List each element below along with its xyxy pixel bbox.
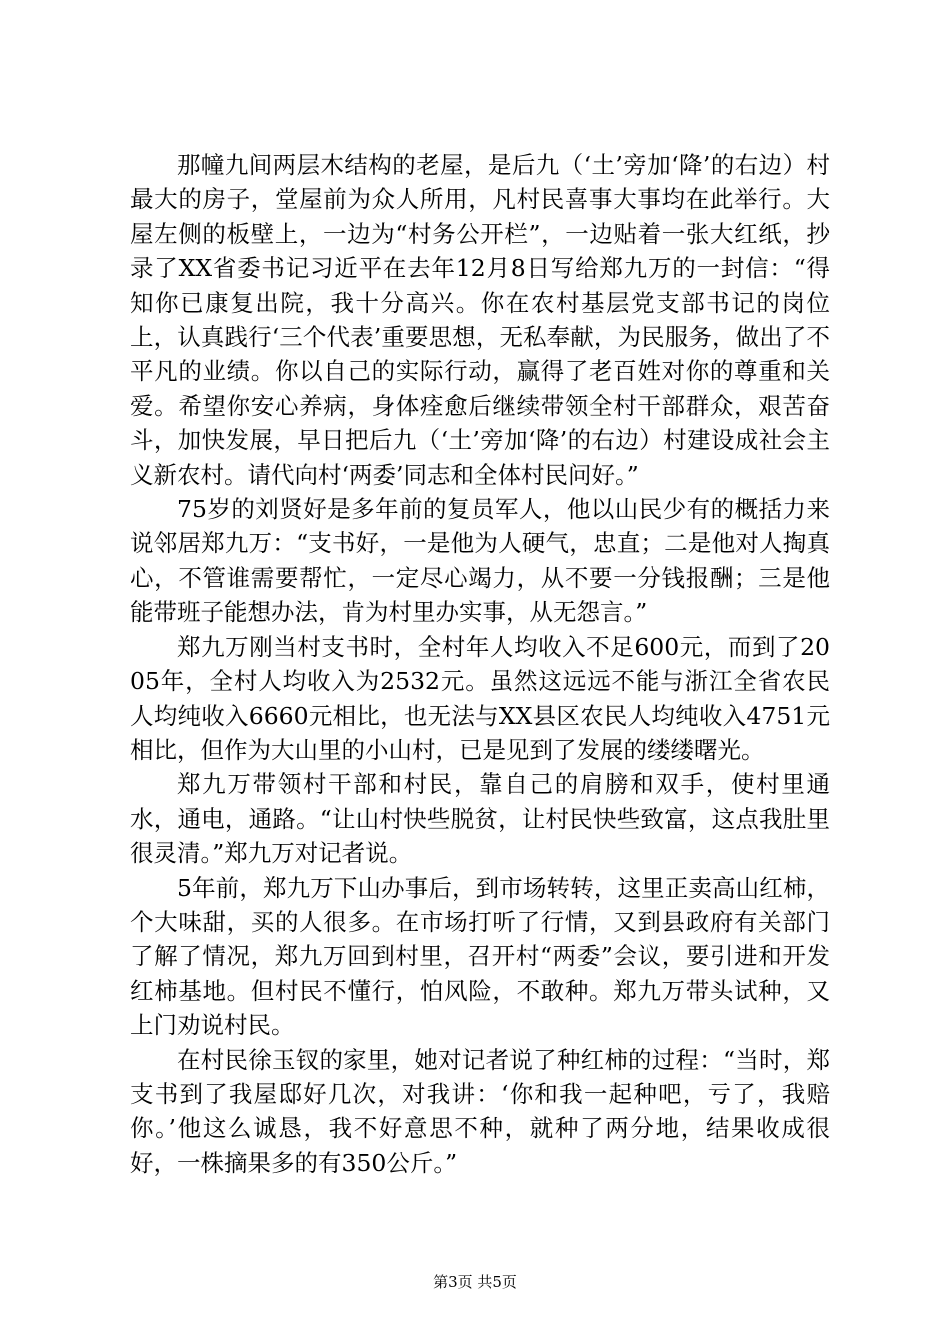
paragraph-old-house: 那幢九间两层木结构的老屋，是后九（‘土’旁加‘降’的右边）村最大的房子，堂屋前为众人所用，凡村民喜事大事均在此举行。大屋左侧的板壁上，一边为“村务公开栏”，一边贴着一张大红纸，抄录了XX省委书记习近平在去年12月8日写给郑九万的一封信：“得知你已康复出院，我十分高兴。你在农村基层党支部书记的岗位上，认真践行‘三个代表’重要思想，无私奉献，为民服务，做出了不平凡的业绩。你以自己的实际行动，赢得了老百姓对你的尊重和关爱。希望你安心养病，身体痊愈后继续带领全村干部群众，艰苦奋斗，加快发展，早日把后九（‘土’旁加‘降’的右边）村建设成社会主义新农村。请代向村‘两委’同志和全体村民问好。” [130, 151, 830, 489]
article-body [130, 148, 830, 1180]
paragraph-liu-xianhao: 75岁的刘贤好是多年前的复员军人，他以山民少有的概括力来说邻居郑九万：“支书好，一是他为人硬气，忠直；二是他对人掏真心，不管谁需要帮忙，一定尽心竭力，从不要一分钱报酬；三是他能带班子能想办法，肯为村里办实事，从无怨言。” [130, 495, 830, 627]
paragraph-infrastructure: 郑九万带领村干部和村民，靠自己的肩膀和双手，使村里通水，通电，通路。“让山村快些脱贫，让村民快些致富，这点我肚里很灵清。”郑九万对记者说。 [130, 770, 830, 868]
paragraph-persimmon-base: 5年前，郑九万下山办事后，到市场转转，这里正卖高山红柿，个大味甜，买的人很多。在市场打听了行情，又到县政府有关部门了解了情况，郑九万回到村里，召开村“两委”会议，要引进和开发红柿基地。但村民不懂行，怕风险，不敢种。郑九万带头试种，又上门劝说村民。 [130, 873, 830, 1040]
paragraph-xu-yuchai: 在村民徐玉钗的家里，她对记者说了种红柿的过程：“当时，郑支书到了我屋邸好几次，对我讲：‘你和我一起种吧，亏了，我赔你。’他这么诚恳，我不好意思不种，就种了两分地，结果收成很好，一株摘果多的有350公斤。” [130, 1045, 830, 1177]
paragraph-income: 郑九万刚当村支书时，全村年人均收入不足600元，而到了2005年，全村人均收入为2532元。虽然这远远不能与浙江全省农民人均纯收入6660元相比，也无法与XX县区农民人均纯收入4751元相比，但作为大山里的小山村，已是见到了发展的缕缕曙光。 [130, 632, 830, 764]
page-number-footer: 第3页 共5页 [433, 1273, 517, 1291]
